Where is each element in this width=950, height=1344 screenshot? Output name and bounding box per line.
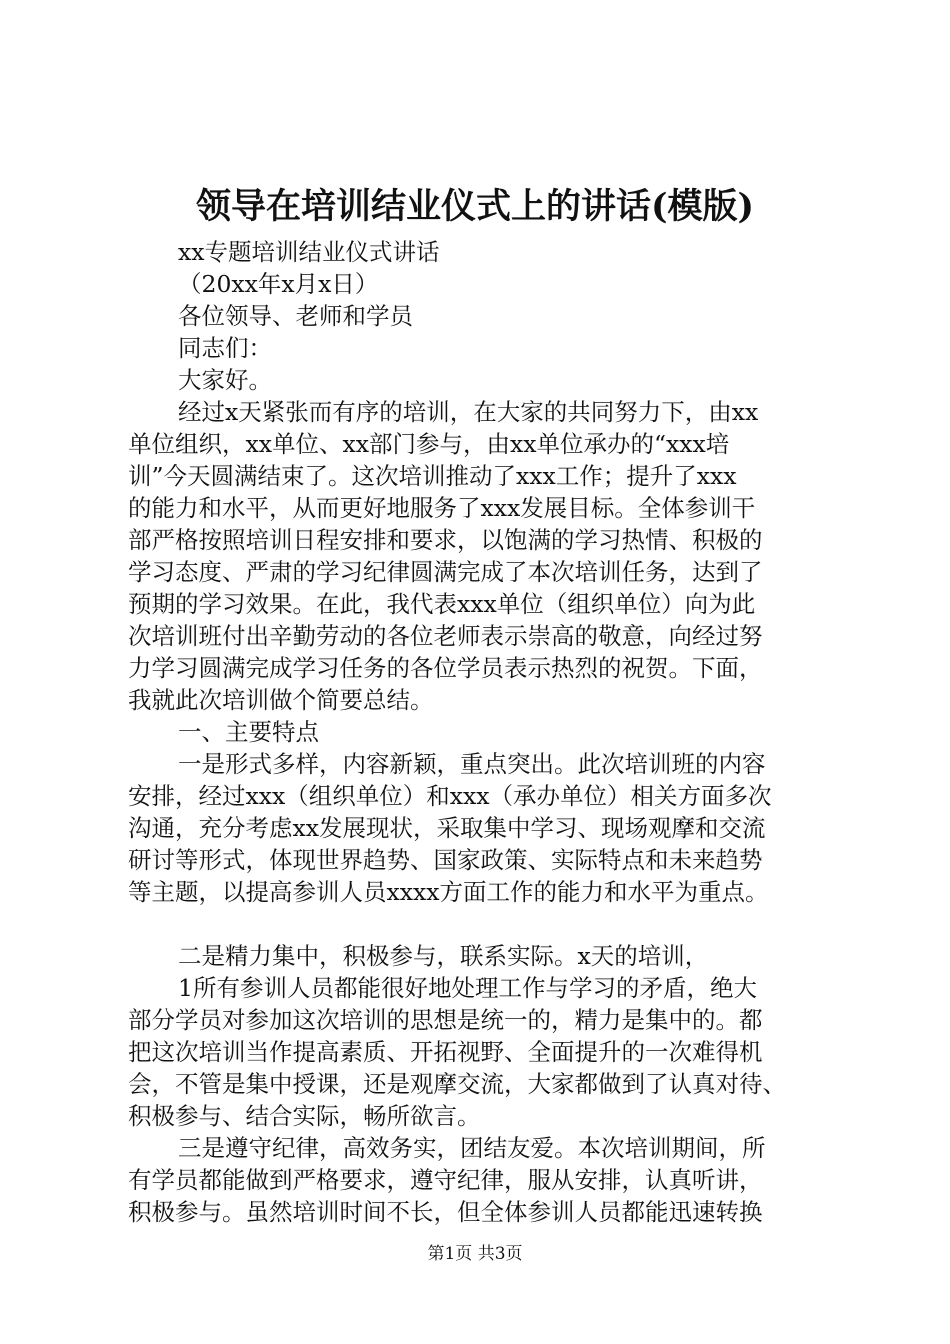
text-line: 学习态度、严肃的学习纪律圆满完成了本次培训任务，达到了 bbox=[128, 558, 763, 586]
text-line: xx专题培训结业仪式讲话 bbox=[178, 238, 440, 266]
text-line: 研讨等形式，体现世界趋势、国家政策、实际特点和未来趋势 bbox=[128, 846, 763, 874]
document-title: 领导在培训结业仪式上的讲话(模版) bbox=[195, 186, 755, 227]
document-body bbox=[128, 236, 858, 1228]
text-line: 训”今天圆满结束了。这次培训推动了xxx工作；提升了xxx bbox=[128, 462, 737, 490]
text-line: 三是遵守纪律，高效务实，团结友爱。本次培训期间，所 bbox=[178, 1134, 766, 1162]
text-line: 我就此次培训做个简要总结。 bbox=[128, 686, 434, 714]
page-indicator: 第1页 共3页 bbox=[427, 1244, 523, 1264]
text-line: 各位领导、老师和学员 bbox=[178, 302, 413, 330]
text-line: 有学员都能做到严格要求，遵守纪律，服从安排，认真听讲， bbox=[128, 1166, 763, 1194]
text-line: 大家好。 bbox=[178, 366, 272, 394]
text-line: （20xx年x月x日） bbox=[178, 270, 379, 298]
text-line: 1所有参训人员都能很好地处理工作与学习的矛盾，绝大 bbox=[178, 974, 757, 1002]
blank-line bbox=[128, 908, 858, 940]
text-line: 等主题，以提高参训人员xxxx方面工作的能力和水平为重点。 bbox=[128, 878, 769, 906]
text-line: 的能力和水平，从而更好地服务了xxx发展目标。全体参训干 bbox=[128, 494, 756, 522]
text-line: 二是精力集中，积极参与，联系实际。x天的培训， bbox=[178, 942, 709, 970]
text-line: 力学习圆满完成学习任务的各位学员表示热烈的祝贺。下面， bbox=[128, 654, 763, 682]
text-line: 次培训班付出辛勤劳动的各位老师表示崇高的敬意，向经过努 bbox=[128, 622, 763, 650]
text-line: 沟通，充分考虑xx发展现状，采取集中学习、现场观摩和交流 bbox=[128, 814, 766, 842]
text-line: 部严格按照培训日程安排和要求，以饱满的学习热情、积极的 bbox=[128, 526, 763, 554]
text-line: 同志们： bbox=[178, 334, 272, 362]
text-line: 把这次培训当作提高素质、开拓视野、全面提升的一次难得机 bbox=[128, 1038, 763, 1066]
text-line: 单位组织，xx单位、xx部门参与，由xx单位承办的“xxx培 bbox=[128, 430, 730, 458]
text-line: 一是形式多样，内容新颖，重点突出。此次培训班的内容 bbox=[178, 750, 766, 778]
text-line: 积极参与。虽然培训时间不长，但全体参训人员都能迅速转换 bbox=[128, 1198, 763, 1226]
text-line: 预期的学习效果。在此，我代表xxx单位（组织单位）向为此 bbox=[128, 590, 756, 618]
text-line: 安排，经过xxx（组织单位）和xxx（承办单位）相关方面多次 bbox=[128, 782, 772, 810]
text-line: 一、主要特点 bbox=[178, 718, 319, 746]
text-line: 积极参与、结合实际，畅所欲言。 bbox=[128, 1102, 481, 1130]
text-line: 部分学员对参加这次培训的思想是统一的，精力是集中的。都 bbox=[128, 1006, 763, 1034]
text-line: 经过x天紧张而有序的培训，在大家的共同努力下，由xx bbox=[178, 398, 759, 426]
text-line: 会，不管是集中授课，还是观摩交流，大家都做到了认真对待、 bbox=[128, 1070, 786, 1098]
